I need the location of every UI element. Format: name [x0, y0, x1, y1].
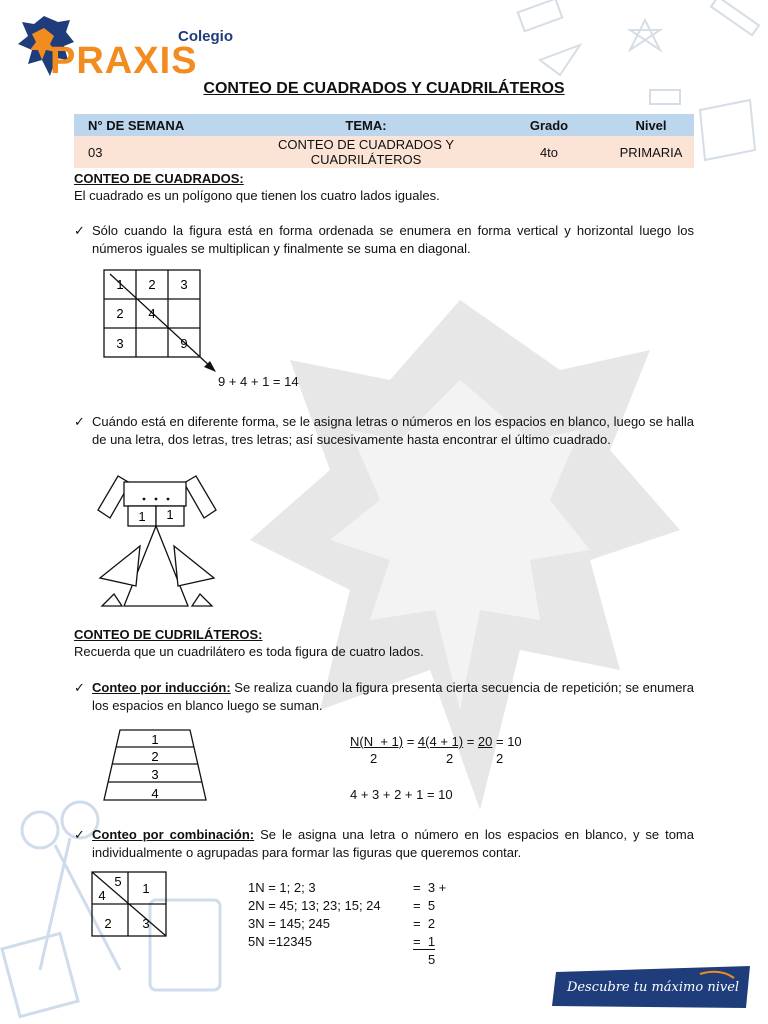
check-icon: ✓ — [74, 680, 85, 695]
induction-text: Se realiza cuando la figura presenta cierta secuencia de repetición; se enumera los espacios en blanco luego se suman. — [92, 680, 694, 713]
grid-label: 2 — [148, 277, 156, 292]
info-table-header-row — [74, 114, 694, 136]
squares-section-title: CONTEO DE CUADRADOS: — [74, 171, 244, 186]
combo-label: 2 — [104, 916, 112, 931]
grid-label: 9 — [180, 336, 188, 351]
cell-level: PRIMARIA — [608, 136, 694, 168]
squares-bullet-irregular — [74, 413, 694, 449]
combo-row-right: = 3 + — [413, 880, 447, 895]
cell-topic: CONTEO DE CUADRADOS Y CUADRILÁTEROS — [242, 136, 490, 168]
lion-watermark — [230, 290, 690, 850]
combo-label: 1 — [142, 881, 150, 896]
left-foot-triangle — [102, 594, 122, 606]
formula-numerator: N(N + 1) — [350, 734, 404, 749]
combo-total: 5 — [428, 952, 436, 967]
grid-label: 1 — [116, 277, 124, 292]
check-icon: ✓ — [74, 414, 85, 429]
formula-equals: = — [403, 734, 418, 749]
footer-slogan: Descubre tu máximo nivel — [566, 980, 740, 995]
page-title: CONTEO DE CUADRADOS Y CUADRILÁTEROS — [203, 80, 565, 97]
formula-numerator: 4(4 + 1) — [417, 734, 464, 749]
check-icon: ✓ — [74, 223, 85, 238]
combination-label: Conteo por combinación: — [92, 827, 255, 842]
squares-bullet-ordered — [74, 222, 694, 258]
figure-squares-drawing — [96, 474, 218, 614]
combo-row-left: 5N =12345 — [248, 934, 312, 949]
grid-label: 3 — [180, 277, 188, 292]
combination-text: Se le asigna una letra o número en los espacios en blanco, y se toma individualmente o agrupadas para formar las figuras que queremos contar. — [92, 827, 694, 860]
cell-week: 03 — [74, 136, 242, 168]
grid-diagonal-arrow — [110, 274, 212, 368]
squares-definition: El cuadrado es un polígono que tienen los cuatro lados iguales. — [74, 188, 440, 203]
combo-row-left: 2N = 45; 13; 23; 15; 24 — [248, 898, 381, 913]
grid-result: 9 + 4 + 1 = 14 — [218, 374, 299, 389]
induction-label: Conteo por inducción: — [92, 680, 231, 695]
trapezoid-figure — [100, 728, 210, 804]
combo-label: 4 — [98, 888, 106, 903]
squares-bullet-irregular-text: Cuándo está en diferente forma, se le asigna letras o números en los espacios en blanco, luego se halla de una letra, dos letras, tres letras; así sucesivamente hasta encontrar el último cuadrado. — [92, 414, 694, 447]
head-rect — [124, 482, 186, 506]
quads-bullet-induction — [74, 679, 694, 715]
trapezoid-label: 4 — [151, 786, 159, 801]
quads-definition: Recuerda que un cuadrilátero es toda figura de cuatro lados. — [74, 644, 424, 659]
grid-label: 4 — [148, 306, 156, 321]
combo-row-left: 1N = 1; 2; 3 — [248, 880, 316, 895]
formula-denominator: 2 — [496, 751, 504, 766]
square-grid-figure — [100, 266, 230, 376]
right-arm-rect — [184, 476, 216, 518]
header-grade: Grado — [490, 114, 608, 136]
formula-denominator: 2 — [446, 751, 454, 766]
combo-row-right: = 1 — [413, 934, 436, 949]
trapezoid-label: 2 — [151, 749, 159, 764]
formula-denominator: 2 — [370, 751, 378, 766]
combo-label: 3 — [142, 916, 150, 931]
quads-section-title: CONTEO DE CUDRILÁTEROS: — [74, 627, 263, 642]
combo-row-right: = 2 — [413, 916, 436, 931]
check-icon: ✓ — [74, 827, 85, 842]
combo-row-left: 3N = 145; 245 — [248, 916, 331, 931]
grid-label: 3 — [116, 336, 124, 351]
formula-equals: = — [463, 734, 478, 749]
school-name: PRAXIS — [50, 40, 198, 82]
formula-numerator: 20 — [477, 734, 493, 749]
combo-row-right: = 5 — [413, 898, 436, 913]
induction-sum: 4 + 3 + 2 + 1 = 10 — [350, 787, 453, 802]
header-week: N° DE SEMANA — [74, 114, 242, 136]
induction-formula — [350, 734, 522, 749]
trapezoid-label: 3 — [151, 767, 159, 782]
header-topic: TEMA: — [242, 114, 490, 136]
info-table — [74, 114, 694, 168]
right-foot-triangle — [192, 594, 212, 606]
figure-label: 1 — [138, 509, 146, 524]
squares-bullet-ordered-text: Sólo cuando la figura está en forma ordenada se enumera en forma vertical y horizontal luego los números iguales se multiplican y finalmente se suma en diagonal. — [92, 223, 694, 256]
figure-label: 1 — [166, 507, 174, 522]
combo-label: 5 — [114, 874, 122, 889]
right-wing-triangle — [174, 546, 214, 586]
grid-label: 2 — [116, 306, 124, 321]
header-level: Nivel — [608, 114, 694, 136]
info-table-row — [74, 136, 694, 168]
cell-grade: 4to — [490, 136, 608, 168]
left-wing-triangle — [100, 546, 140, 586]
trapezoid-label: 1 — [151, 732, 159, 747]
combination-figure — [90, 870, 170, 940]
formula-result: = 10 — [492, 734, 522, 749]
quads-bullet-combination — [74, 826, 694, 862]
school-prefix: Colegio — [178, 28, 233, 45]
